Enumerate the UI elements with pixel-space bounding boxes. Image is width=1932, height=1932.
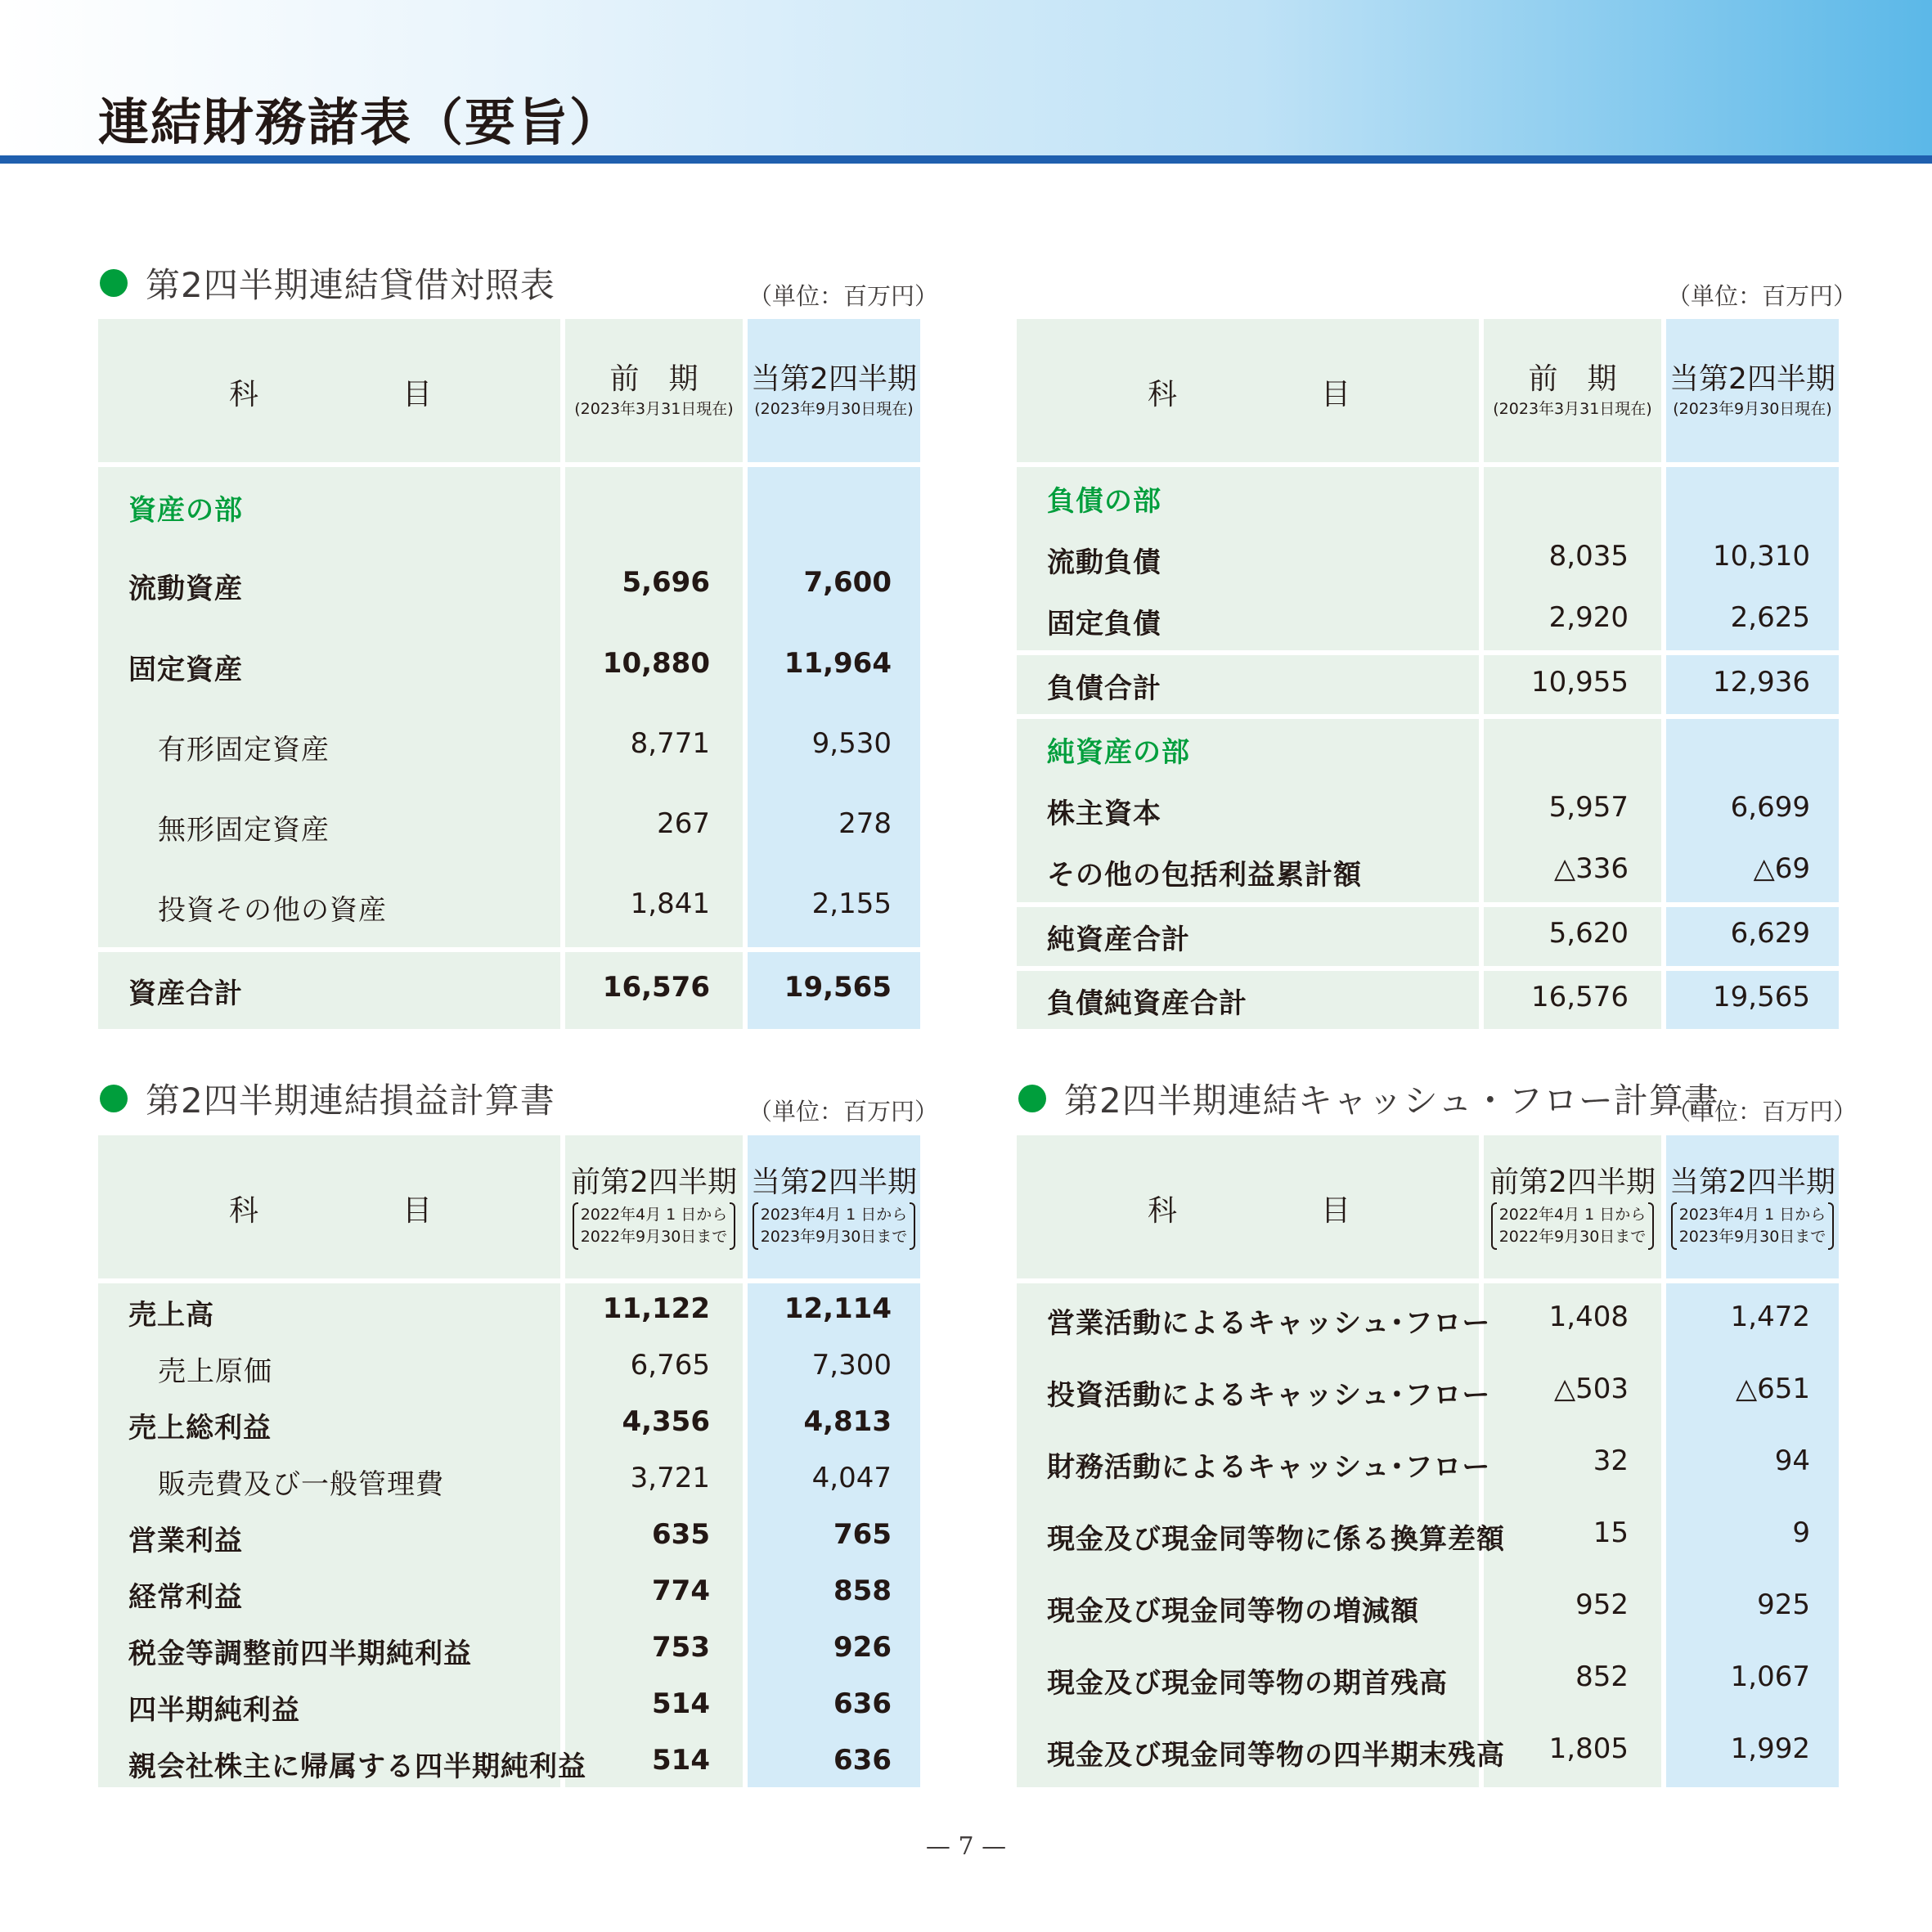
header-current-period: 当第2四半期 (2023年9月30日現在) [1669,362,1835,418]
kamoku-label: 目 [1321,378,1351,411]
page-title: 連結財務諸表（要旨） [98,92,622,152]
section-label-assets: 資産の部 [128,494,243,527]
balance-sheet-title: 第2四半期連結貸借対照表 [100,258,555,308]
section-label-net-assets: 純資産の部 [1047,736,1190,769]
kamoku-label: 科 [1148,378,1178,411]
bracket-left [1671,1202,1677,1250]
kamoku-label: 科 [229,378,259,411]
bracket-right [1648,1202,1654,1250]
bracket-right [1828,1202,1834,1250]
bracket-right [730,1202,735,1250]
bullet-icon [100,1085,128,1112]
header-prev-period: 前 期 (2023年3月31日現在) [1493,362,1652,418]
balance-sheet-assets-table: 科 目 前 期 (2023年3月31日現在) 当第2四半期 (2023年9月30日現在) 資産の部 流動資産 5,696 7,600 固定資産 10,880 11,964 有形固定資産 8,771 9,530 無形固定資産 267 278 投資その他の資産 1,841 2,155 資産合計 16,576 19,565 [98,319,920,1029]
bracket-left [573,1202,578,1250]
header-prev-period: 前第2四半期 2022年4月 1 日から 2022年9月30日まで [1484,1135,1661,1278]
page-number: — 7 — [925,1832,1007,1861]
bullet-icon [100,269,128,297]
unit-label: （単位：百万円） [1667,282,1858,310]
unit-label: （単位：百万円） [748,1098,939,1126]
header-rule [0,155,1932,164]
unit-label: （単位：百万円） [1667,1098,1858,1126]
kamoku-label: 目 [402,1194,433,1228]
header-current-period: 当第2四半期 2023年4月 1 日から 2023年9月30日まで [1666,1135,1839,1278]
bracket-right [910,1202,915,1250]
unit-label: （単位：百万円） [748,282,939,310]
bracket-left [1491,1202,1497,1250]
bullet-icon [1018,1085,1046,1112]
header-prev-period: 前 期 (2023年3月31日現在) [574,362,734,418]
income-statement-title: 第2四半期連結損益計算書 [100,1074,555,1123]
balance-sheet-liabilities-table: 科 目 前 期 (2023年3月31日現在) 当第2四半期 (2023年9月30日現在) 負債の部 流動負債 8,035 10,310 固定負債 2,920 2,625 負債合計 10,955 12,936 純資産の部 株主資本 5,957 6,699 その他の包括利益累計額 △336 △69 純資産合計 5,620 6,629 負債純資産合計 16,576 19,565 [1017,319,1839,1029]
cash-flow-title: 第2四半期連結キャッシュ・フロー計算書 [1018,1074,1719,1123]
bracket-left [753,1202,758,1250]
cash-flow-table: 科 目 前第2四半期 2022年4月 1 日から 2022年9月30日まで 当第2四半期 2023年4月 1 日から 2023年9月30日まで 営業活動によるキャッシュ･フロー 1,408 1,472 投資活動によるキャッシュ･フロー △503 △651 財務活動によるキャッシュ･フロー 32 94 現金及び現金同等物に係る換算差額 15 9 現金及び現金同等物の増減額 952 925 現金及び現金同等物の期首残高 852 1,067 現金及び現金同等物の四半期末残高 1,805 1,992 [1017,1135,1839,1787]
header-current-period: 当第2四半期 (2023年9月30日現在) [751,362,917,418]
section-label-liabilities: 負債の部 [1047,485,1161,518]
kamoku-label: 目 [1321,1194,1351,1228]
income-statement-table: 科 目 前第2四半期 2022年4月 1 日から 2022年9月30日まで 当第2四半期 2023年4月 1 日から 2023年9月30日まで 売上高 11,122 12,114 売上原価 6,765 7,300 売上総利益 4,356 4,813 販売費及び一般管理費 3,721 4,047 営業利益 635 765 経常利益 774 858 税金等調整前四半期純利益 753 926 四半期純利益 514 636 親会社株主に帰属する四半期純利益 514 636 [98,1135,920,1787]
kamoku-label: 科 [1148,1194,1178,1228]
kamoku-label: 目 [402,378,433,411]
header-prev-period: 前第2四半期 2022年4月 1 日から 2022年9月30日まで [565,1135,743,1278]
kamoku-label: 科 [229,1194,259,1228]
header-current-period: 当第2四半期 2023年4月 1 日から 2023年9月30日まで [748,1135,920,1278]
